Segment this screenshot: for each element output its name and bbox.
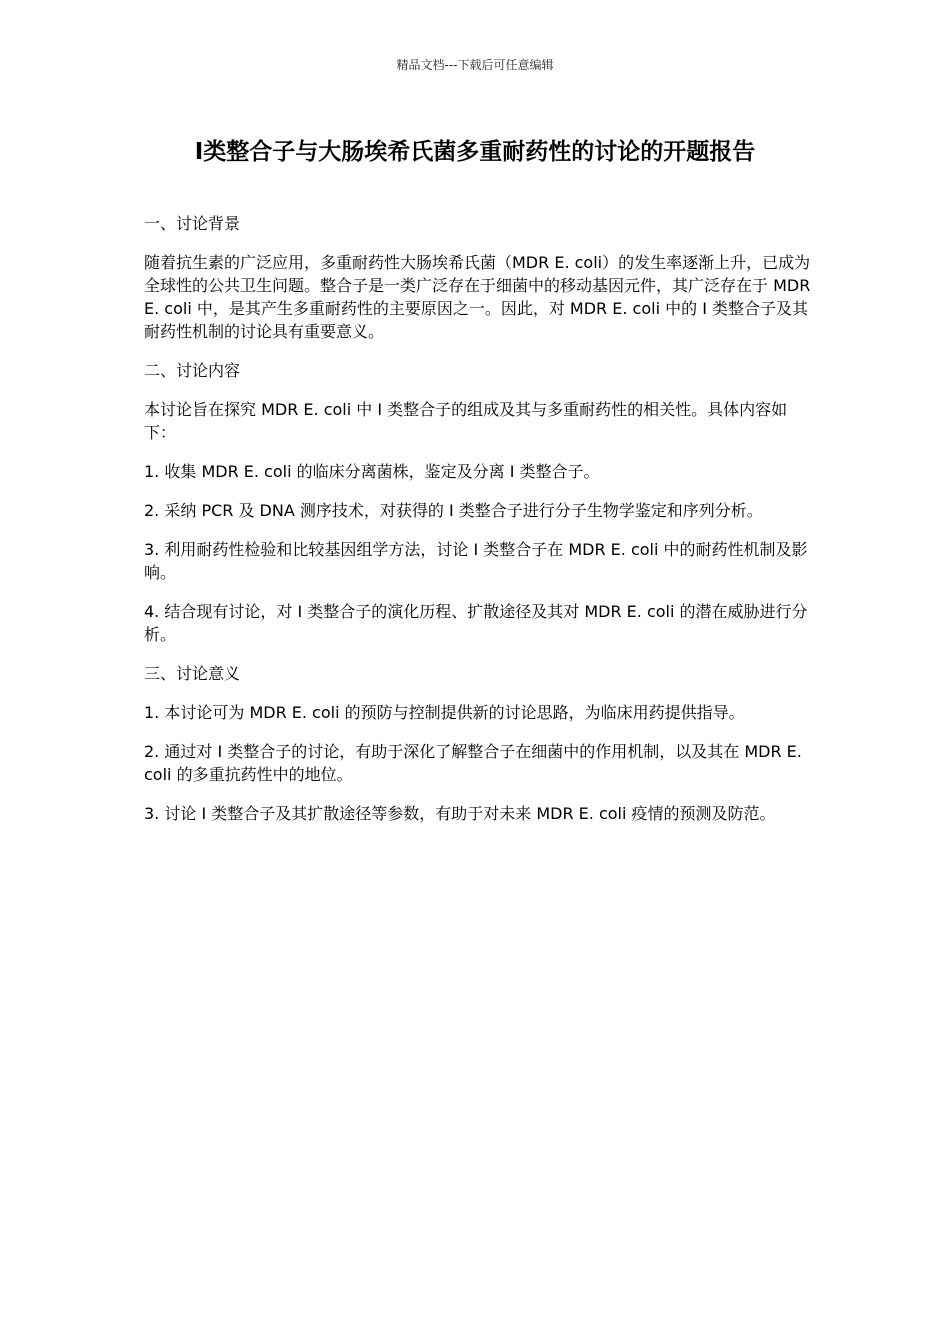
list-item: 2. 通过对 I 类整合子的讨论，有助于深化了解整合子在细菌中的作用机制，以及其在 MDR E. coli 的多重抗药性中的地位。 <box>144 742 802 784</box>
header-note: 精品文档---下载后可任意编辑 <box>396 58 554 72</box>
section-heading-content: 二、讨论内容 <box>144 361 241 380</box>
section-heading-background: 一、讨论背景 <box>144 214 241 233</box>
document-body <box>144 212 816 841</box>
paragraph: 随着抗生素的广泛应用，多重耐药性大肠埃希氏菌（MDR E. coli）的发生率逐渐上升，已成为全球性的公共卫生问题。整合子是一类广泛存在于细菌中的移动基因元件，其广泛存在于 MDR E. coli 中，是其产生多重耐药性的主要原因之一。因此，对 MDR E. coli 中的 I 类整合子及其耐药性机制的讨论具有重要意义。 <box>144 253 811 341</box>
list-item: 2. 采纳 PCR 及 DNA 测序技术，对获得的 I 类整合子进行分子生物学鉴定和序列分析。 <box>144 501 763 520</box>
list-item: 3. 利用耐药性检验和比较基因组学方法，讨论 I 类整合子在 MDR E. coli 中的耐药性机制及影响。 <box>144 540 808 582</box>
list-item: 1. 收集 MDR E. coli 的临床分离菌株，鉴定及分离 I 类整合子。 <box>144 462 600 481</box>
section-heading-significance: 三、讨论意义 <box>144 664 241 683</box>
list-item: 4. 结合现有讨论，对 I 类整合子的演化历程、扩散途径及其对 MDR E. coli 的潜在威胁进行分析。 <box>144 602 808 644</box>
list-item: 1. 本讨论可为 MDR E. coli 的预防与控制提供新的讨论思路，为临床用药提供指导。 <box>144 703 745 722</box>
paragraph: 本讨论旨在探究 MDR E. coli 中 I 类整合子的组成及其与多重耐药性的相关性。具体内容如下： <box>144 400 788 442</box>
document-title: Ⅰ类整合子与大肠埃希氏菌多重耐药性的讨论的开题报告 <box>194 139 756 165</box>
list-item: 3. 讨论 I 类整合子及其扩散途径等参数，有助于对未来 MDR E. coli 疫情的预测及防范。 <box>144 804 776 823</box>
